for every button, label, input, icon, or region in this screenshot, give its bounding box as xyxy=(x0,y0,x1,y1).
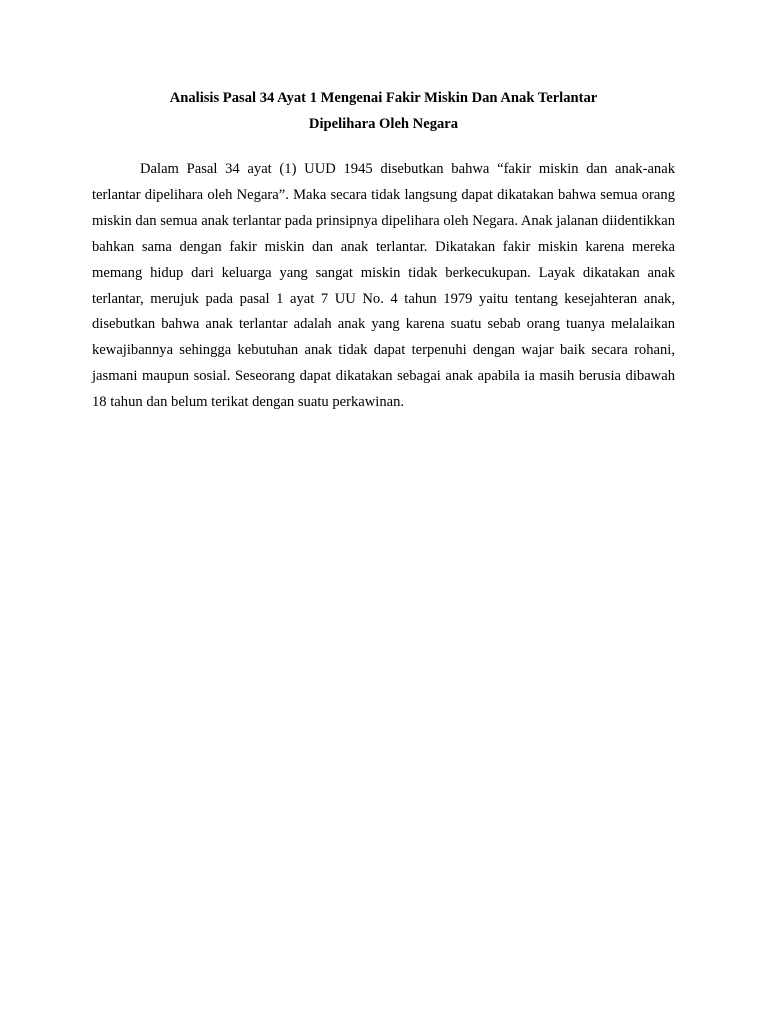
document-title xyxy=(92,85,675,137)
title-line-2: Dipelihara Oleh Negara xyxy=(308,116,459,132)
title-line-1: Analisis Pasal 34 Ayat 1 Mengenai Fakir Miskin Dan Anak Terlantar xyxy=(169,90,598,106)
body-paragraph: Dalam Pasal 34 ayat (1) UUD 1945 disebutkan bahwa “fakir miskin dan anak-anak terlantar dipelihara oleh Negara”. Maka secara tidak langsung dapat dikatakan bahwa semua orang miskin dan semua anak terlantar pada prinsipnya dipelihara oleh Negara. Anak jalanan diidentikkan bahkan sama dengan fakir miskin dan anak terlantar. Dikatakan fakir miskin karena mereka memang hidup dari keluarga yang sangat miskin tidak berkecukupan. Layak dikatakan anak terlantar, merujuk pada pasal 1 ayat 7 UU No. 4 tahun 1979 yaitu tentang kesejahteran anak, disebutkan bahwa anak terlantar adalah anak yang karena suatu sebab orang tuanya melalaikan kewajibannya sehingga kebutuhan anak tidak dapat terpenuhi dengan wajar baik secara rohani, jasmani maupun sosial. Seseorang dapat dikatakan sebagai anak apabila ia masih berusia dibawah 18 tahun dan belum terikat dengan suatu perkawinan. xyxy=(92,161,675,411)
